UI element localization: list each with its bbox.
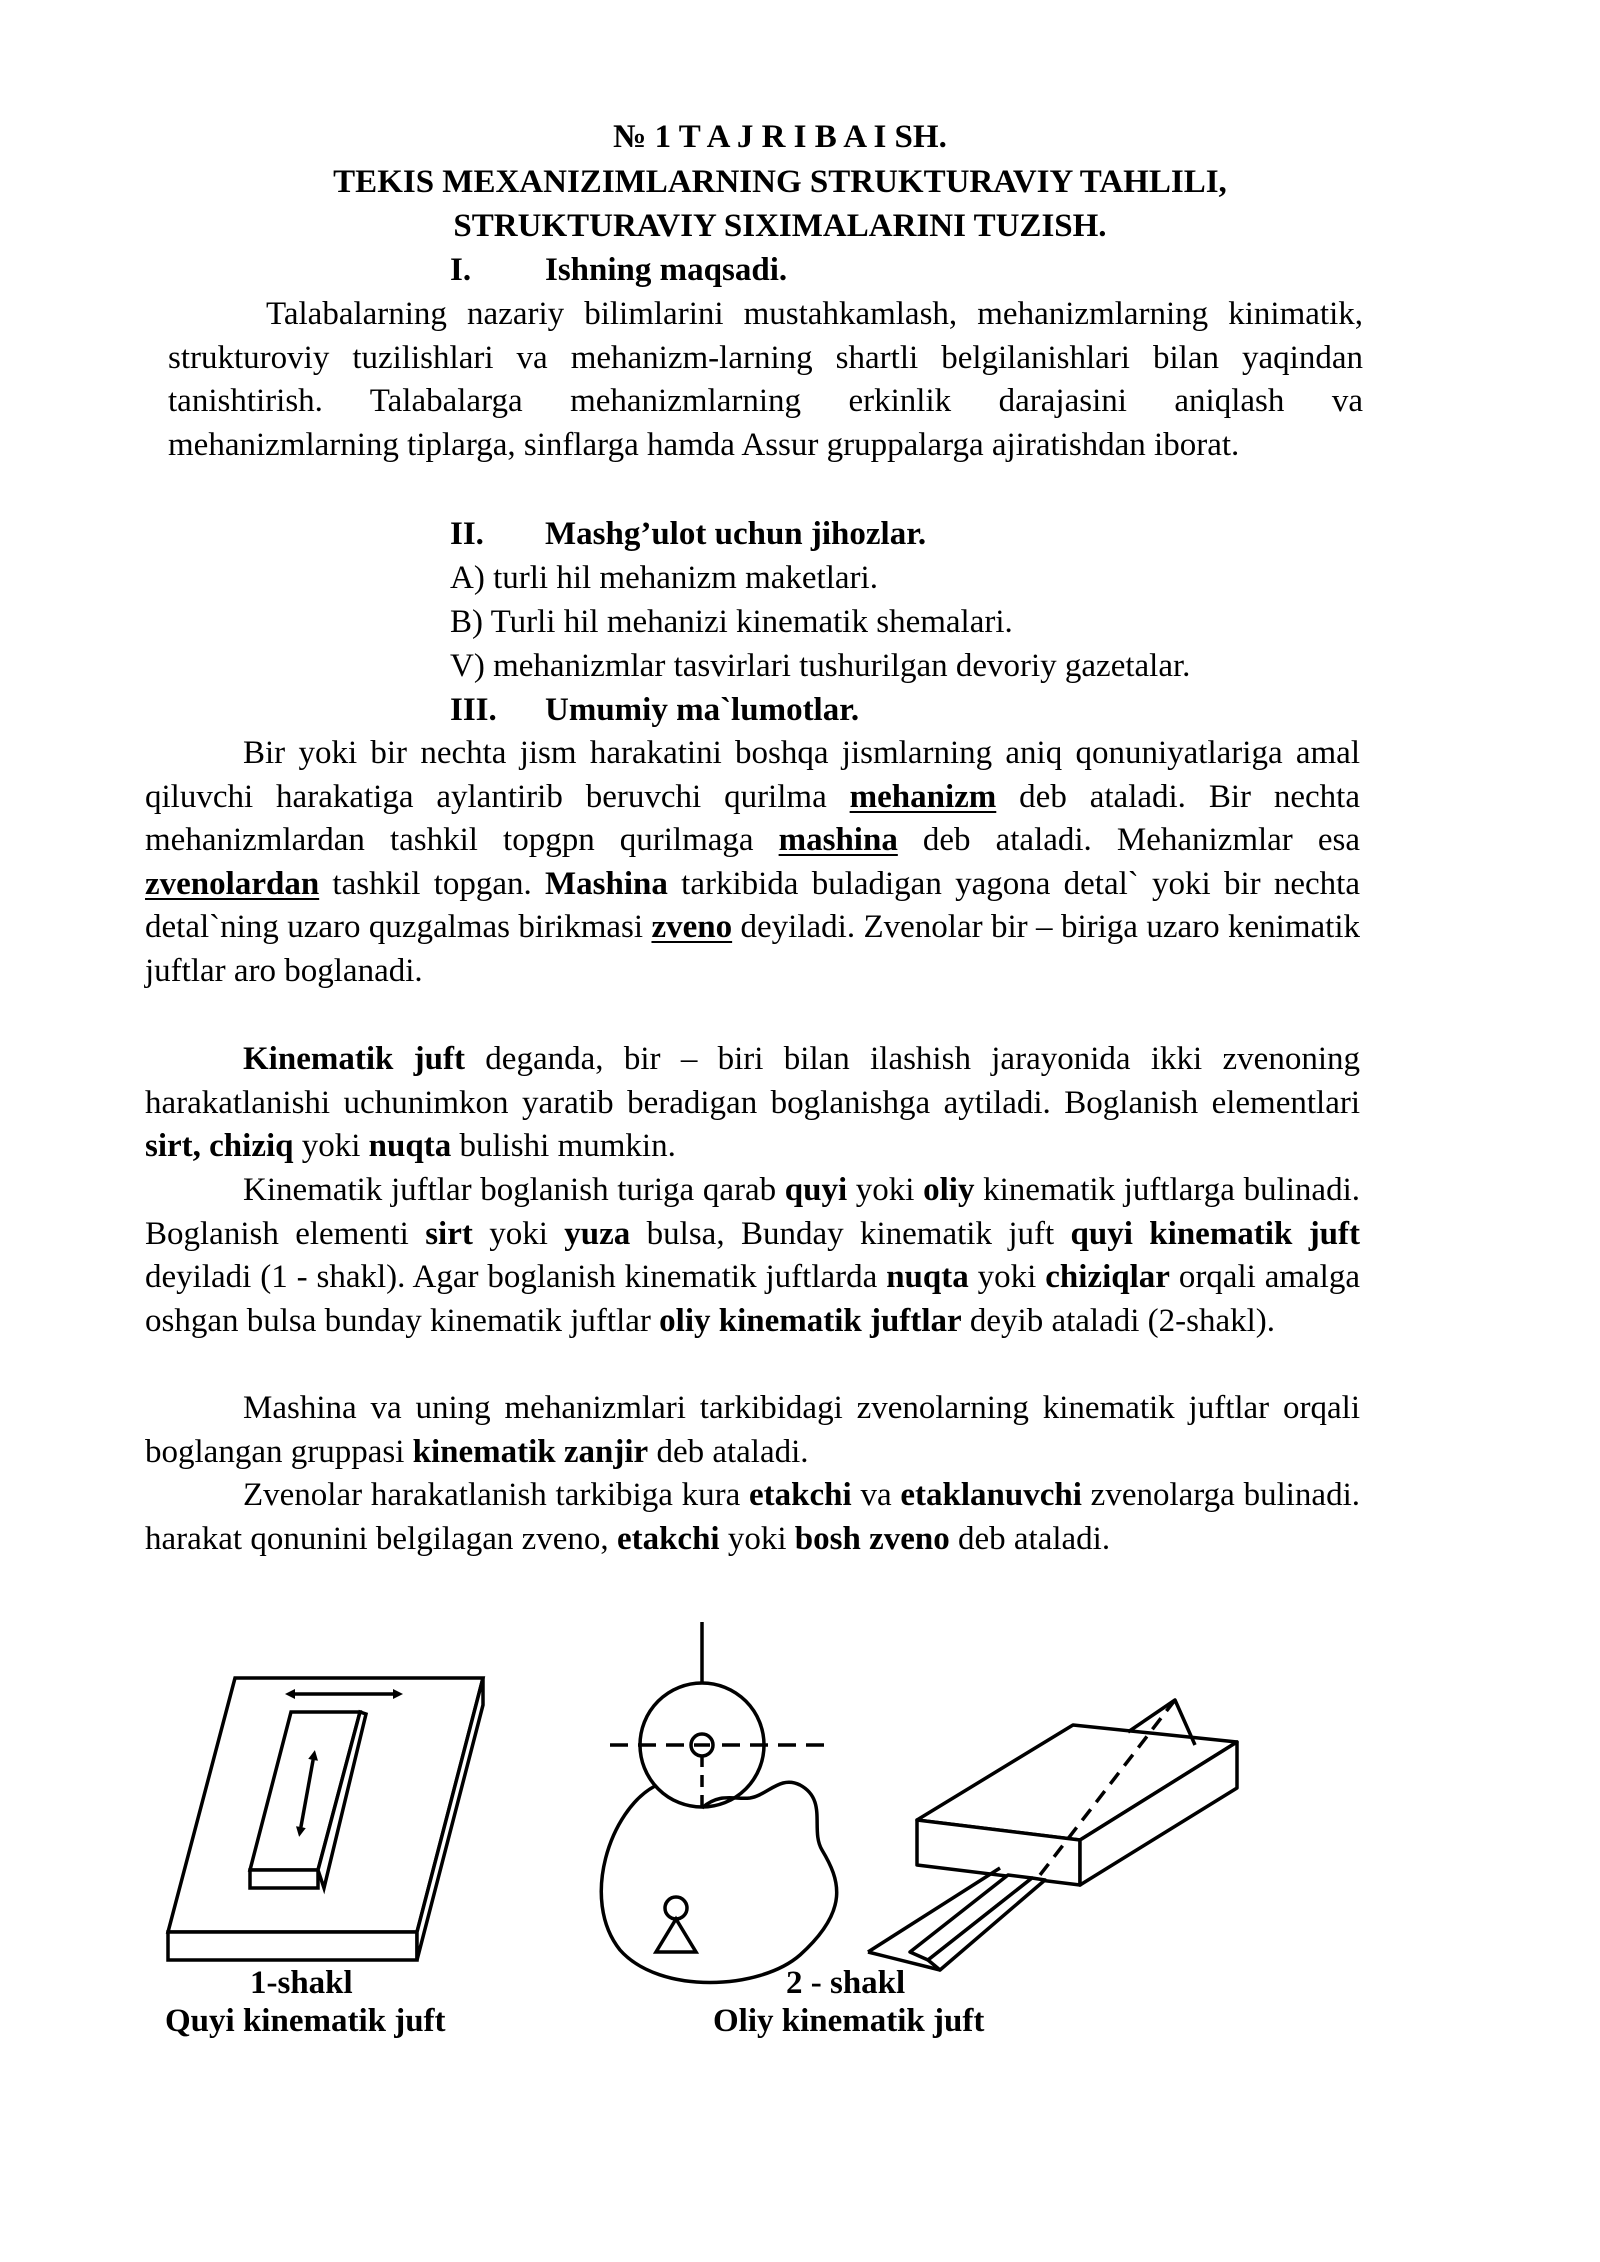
term-mashina: mashina [778,822,898,859]
term-oliy: oliy [923,1172,975,1208]
term-quyi-kinematik-juft: quyi kinematik juft [1070,1215,1361,1252]
paragraph-mechanism-definition: Bir yoki bir nechta jism harakatini boshqa jismlarning aniq qonuniyatlariga amal qiluvchi harakatiga aylantirib beruvchi qurilma mehanizm deb ataladi. Bir nechta mehanizmlardan tashkil topgpn qurilmaga mashina deb ataladi. Mehanizmlar esa zvenolardan tashkil topgan. Mashina tarkibida buladigan yagona detal` yoki bir nechta detal`ning uzaro quzgalmas birikmasi zveno deyiladi. Zvenolar bir – biriga uzaro kenimatik juftlar aro boglanadi. [145,735,1360,989]
figure1-lower-pair-illustration [168,1678,483,1960]
term-quyi: quyi [784,1172,848,1208]
figure1-label: 1-shakl [250,1965,353,2001]
section1-title: Ishning maqsadi. [545,252,788,288]
paragraph-kinematic-chain: Mashina va uning mehanizmlari tarkibidagi zvenolarning kinematik juftlar orqali boglangan gruppasi kinematik zanjir deb ataladi. [145,1390,1360,1470]
document-title: № 1 T A J R I B A I SH. [613,119,947,155]
paragraph-pair-types: Kinematik juftlar boglanish turiga qarab quyi yoki oliy kinematik juftlarga bulinadi. Boglanish elementi sirt yoki yuza bulsa, Bunday kinematik juft quyi kinematik juft deyiladi (1 - shakl). Agar boglanish kinematik juftlarda nuqta yoki chiziqlar orqali amalga oshgan bulsa bunday kinematik juftlar oliy kinematik juftlar deyib ataladi (2-shakl). [145,1172,1361,1339]
section2-title: Mashg’ulot uchun jihozlar. [545,516,927,552]
figure2-wedge-groove-illustration [868,1700,1237,1970]
figure2-caption: Oliy kinematik juft [713,2003,985,2039]
term-yuza: yuza [564,1215,631,1252]
term-etaklanuvchi: etaklanuvchi [900,1477,1082,1513]
equipment-item-b: B) Turli hil mehanizi kinematik shemalari. [450,604,1013,640]
section1-paragraph: Talabalarning nazariy bilimlarini mustahkamlash, mehanizmlarning kinimatik, strukturoviy tuzilishlari va mehanizm-larning shartli belgilanishlari bilan yaqindan tanishtirish. Talabalarga mehanizmlarning erkinlik darajasini aniqlash va mehanizmlarning tiplarga, sinflarga hamda Assur gruppalarga ajiratishdan iborat. [168,296,1363,463]
term-etakchi: etakchi [749,1477,852,1513]
term-zveno: zveno [651,909,733,946]
term-etakchi-2: etakchi [616,1520,720,1557]
document-subtitle-line1: TEKIS MEXANIZIMLARNING STRUKTURAVIY TAHLILI, [333,164,1227,200]
term-oliy-kinematik-juftlar: oliy kinematik juftlar [659,1302,962,1339]
term-nuqta-2: nuqta [886,1259,969,1296]
term-bosh-zveno: bosh zveno [794,1520,950,1557]
equipment-item-a: A) turli hil mehanizm maketlari. [450,560,878,596]
term-kinematik-juft: Kinematik juft [243,1041,465,1077]
figure2-cam-follower-illustration [601,1622,836,1983]
term-kinematik-zanjir: kinematik zanjir [412,1433,649,1470]
section1-number: I. [450,252,472,288]
paragraph-kinematic-pair: Kinematik juft deganda, bir – biri bilan ilashish jarayonida ikki zvenoning harakatlanishi uchunimkon yaratib beradigan boglanishga aytiladi. Boglanish elementlari sirt, chiziq yoki nuqta bulishi mumkin. [145,1041,1360,1165]
term-chiziqlar: chiziqlar [1045,1259,1170,1296]
paragraph-leading-links: Zvenolar harakatlanish tarkibiga kura etakchi va etaklanuvchi zvenolarga bulinadi. harakat qonunini belgilagan zveno, etakchi yoki bosh zveno deb ataladi. [145,1477,1360,1557]
term-zvenolardan: zvenolardan [145,865,320,902]
figure2-label: 2 - shakl [786,1965,906,2001]
figure1-caption: Quyi kinematik juft [165,2003,446,2039]
term-sirt: sirt [425,1215,473,1252]
section3-title: Umumiy ma`lumotlar. [545,692,860,728]
section3-number: III. [450,692,497,728]
section2-number: II. [450,516,484,552]
term-sirt-chiziq: sirt, chiziq [145,1128,294,1165]
term-nuqta: nuqta [368,1128,452,1165]
term-mashina-bold: Mashina [545,865,668,902]
term-mehanizm: mehanizm [849,778,997,815]
document-subtitle-line2: STRUKTURAVIY SIXIMALARINI TUZISH. [453,208,1107,244]
equipment-item-v: V) mehanizmlar tasvirlari tushurilgan devoriy gazetalar. [450,648,1191,684]
